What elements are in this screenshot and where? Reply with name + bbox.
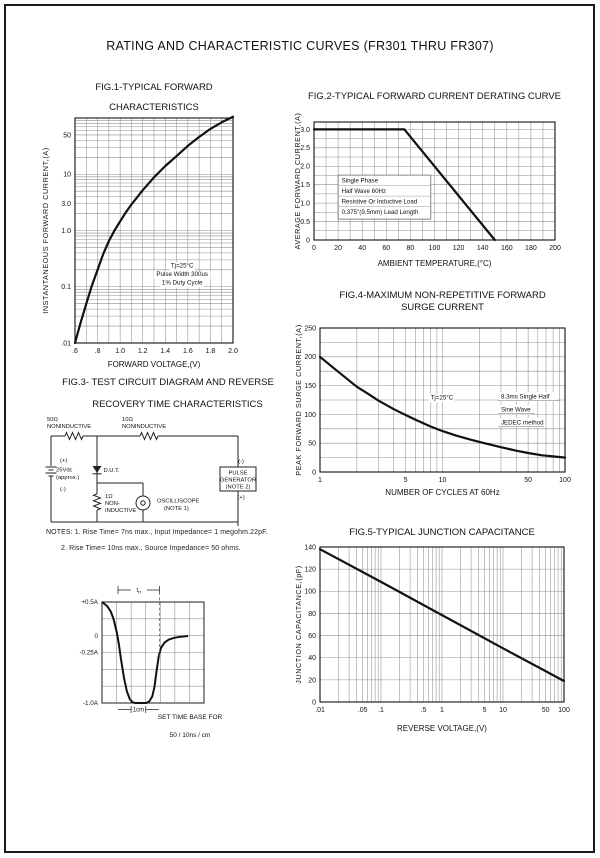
circuit-note-2: 2. Rise Time= 10ns max., Source Impedance= 50 ohms. <box>61 545 241 552</box>
svg-text:50: 50 <box>541 707 550 714</box>
page-title: RATING AND CHARACTERISTIC CURVES (FR301 THRU FR307) <box>106 39 494 53</box>
svg-text:3.0: 3.0 <box>61 201 71 209</box>
fig1-typical-forward-characteristics-chart <box>38 80 243 377</box>
svg-text:100: 100 <box>559 477 571 484</box>
fig4-svg <box>293 288 578 500</box>
svg-text:8.3ms Single Half: 8.3ms Single Half <box>500 393 550 401</box>
svg-text:10: 10 <box>499 707 507 714</box>
svg-text:.8: .8 <box>94 348 101 355</box>
svg-text:Tj=25°C: Tj=25°C <box>430 394 454 402</box>
svg-text:1.8: 1.8 <box>205 348 216 355</box>
fig5-x-axis-label: REVERSE VOLTAGE,(V) <box>397 724 487 733</box>
svg-text:120: 120 <box>452 245 465 252</box>
svg-text:0.375"(9.5mm) Lead Length: 0.375"(9.5mm) Lead Length <box>341 209 419 217</box>
cm-label: 1cm <box>132 707 145 714</box>
r3-label-line2: NON- <box>105 501 120 507</box>
fig5-title: FIG.5-TYPICAL JUNCTION CAPACITANCE <box>349 527 535 538</box>
svg-text:20: 20 <box>308 677 316 685</box>
fig4-surge-current-chart <box>293 288 578 505</box>
svg-text:20: 20 <box>334 245 342 252</box>
svg-text:1.0: 1.0 <box>115 348 126 355</box>
pulse-gen-label-line3: (NOTE 2) <box>225 484 251 491</box>
test-circuit-diagram <box>45 410 295 528</box>
battery-approx-label: (approx.) <box>56 475 80 481</box>
resistor-10ohm <box>140 433 158 440</box>
svg-text:10: 10 <box>438 477 447 484</box>
fig1-svg <box>38 80 243 372</box>
svg-text:1.0: 1.0 <box>300 200 310 208</box>
svg-text:60: 60 <box>382 245 391 252</box>
battery-minus-label: (-) <box>60 487 66 493</box>
svg-text:140: 140 <box>304 544 316 552</box>
svg-text:1.4: 1.4 <box>160 348 171 355</box>
diode-icon <box>93 466 102 473</box>
svg-text:180: 180 <box>525 245 537 252</box>
svg-text:200: 200 <box>549 245 561 252</box>
svg-text:40: 40 <box>308 655 316 663</box>
svg-text:.05: .05 <box>357 707 368 714</box>
svg-text:100: 100 <box>304 588 316 596</box>
svg-text:.01: .01 <box>61 340 71 348</box>
r1-label-type: NONINDUCTIVE <box>47 424 92 430</box>
resistor-50ohm <box>65 433 83 440</box>
timebase-caption-line2: 50 / 10ns / cm <box>169 732 211 739</box>
dut-label: D.U.T. <box>103 468 120 474</box>
svg-text:.1: .1 <box>378 707 384 714</box>
fig3-title-line1: FIG.3- TEST CIRCUIT DIAGRAM AND REVERSE <box>62 377 274 388</box>
svg-text:.01: .01 <box>315 707 325 714</box>
svg-text:120: 120 <box>304 566 316 574</box>
svg-text:250: 250 <box>304 325 316 333</box>
svg-text:JEDEC method: JEDEC method <box>500 419 544 427</box>
svg-text:0.5: 0.5 <box>300 218 310 226</box>
fig2-forward-current-derating-chart <box>293 90 578 280</box>
resistor-1ohm <box>94 494 101 510</box>
svg-text:1.0: 1.0 <box>61 227 71 235</box>
fig5-junction-capacitance-chart <box>293 523 578 743</box>
svg-text:50: 50 <box>524 477 533 484</box>
battery-voltage-label: 25Vdc <box>56 467 73 474</box>
svg-text:2.0: 2.0 <box>300 163 310 171</box>
svg-text:80: 80 <box>308 610 316 618</box>
svg-text:0: 0 <box>306 237 310 245</box>
fig1-x-axis-label: FORWARD VOLTAGE,(V) <box>107 360 201 369</box>
svg-text:1% Duty Cycle: 1% Duty Cycle <box>161 279 203 287</box>
fig1-title: CHARACTERISTICS <box>109 102 199 113</box>
svg-text:Tj=25°C: Tj=25°C <box>170 262 194 270</box>
svg-text:Sine Wave: Sine Wave <box>500 406 531 414</box>
svg-text:Single Phase: Single Phase <box>341 177 379 185</box>
scope-svg <box>50 578 240 746</box>
fig4-title: SURGE CURRENT <box>401 302 484 313</box>
svg-text:80: 80 <box>406 245 415 252</box>
trr-label: $t_{rr}$ <box>136 588 142 595</box>
fig2-svg <box>293 90 578 275</box>
svg-text:Half Wave 60Hz: Half Wave 60Hz <box>341 188 387 196</box>
pulse-plus-label: (+) <box>237 495 245 501</box>
fig1-title: FIG.1-TYPICAL FORWARD <box>95 82 213 93</box>
svg-text:5: 5 <box>482 707 487 714</box>
svg-text:150: 150 <box>304 383 316 390</box>
svg-text:50: 50 <box>63 132 71 140</box>
battery-icon <box>46 467 57 476</box>
pulse-minus-label: (-) <box>238 459 244 465</box>
circuit-note-1: NOTES: 1. Rise Time= 7ns max., Input Impedance= 1 megohm.22pF. <box>46 529 268 536</box>
svg-text:1.6: 1.6 <box>182 348 193 355</box>
svg-text:140: 140 <box>476 245 489 252</box>
timebase-caption-line1: SET TIME BASE FOR <box>157 714 223 721</box>
fig4-title: FIG.4-MAXIMUM NON-REPETITIVE FORWARD <box>339 290 546 301</box>
pulse-gen-label-line1: PULSE <box>228 470 248 477</box>
svg-text:200: 200 <box>304 354 316 362</box>
svg-text:100: 100 <box>304 411 316 419</box>
svg-text:0.1: 0.1 <box>61 284 71 292</box>
svg-text:0: 0 <box>312 699 316 707</box>
svg-text:160: 160 <box>500 245 513 252</box>
svg-text:-0.25A: -0.25A <box>79 649 98 657</box>
svg-text:0: 0 <box>312 245 316 252</box>
fig3-title-line2: RECOVERY TIME CHARACTERISTICS <box>92 399 263 410</box>
fig4-y-axis-label: PEAK FORWARD SURGE CURRENT,(A) <box>294 324 303 476</box>
fig5-y-axis-label: JUNCTION CAPACITANCE,(pF) <box>294 565 303 684</box>
svg-text:3.0: 3.0 <box>300 126 310 134</box>
oscilloscope-note-label: (NOTE 1) <box>164 506 189 512</box>
svg-text:0: 0 <box>312 469 316 477</box>
svg-text:1.5: 1.5 <box>300 182 310 190</box>
svg-text:100: 100 <box>558 707 570 714</box>
svg-text:1.2: 1.2 <box>137 348 148 355</box>
svg-text:-1.0A: -1.0A <box>82 700 98 708</box>
fig1-y-axis-label: INSTANTANEOUS FORWARD CURRENT,(A) <box>41 147 50 314</box>
svg-text:0: 0 <box>94 632 98 640</box>
r1-label-value: 50Ω <box>47 417 58 423</box>
svg-text:1: 1 <box>318 477 322 484</box>
svg-text:1: 1 <box>440 707 444 714</box>
pulse-gen-label-line2: GENERATOR <box>219 477 257 484</box>
r3-label-line3: INDUCTIVE <box>105 508 137 514</box>
svg-text:5: 5 <box>403 477 408 484</box>
svg-text:Pulse Width 300us: Pulse Width 300us <box>156 270 209 278</box>
svg-text:10: 10 <box>63 171 71 179</box>
svg-text:+0.5A: +0.5A <box>81 599 98 607</box>
battery-plus-label: (+) <box>60 458 68 464</box>
svg-text:Resistive Or Inductive Load: Resistive Or Inductive Load <box>341 198 418 206</box>
r3-label-value: 1Ω <box>105 494 113 500</box>
svg-text:.6: .6 <box>72 348 78 355</box>
fig4-x-axis-label: NUMBER OF CYCLES AT 60Hz <box>385 488 500 497</box>
reverse-recovery-waveform <box>50 578 240 751</box>
fig2-x-axis-label: AMBIENT TEMPERATURE,(°C) <box>377 259 492 268</box>
oscilloscope-icon <box>136 496 150 510</box>
svg-text:50: 50 <box>308 440 316 448</box>
fig2-title: FIG.2-TYPICAL FORWARD CURRENT DERATING CURVE <box>307 91 562 102</box>
oscilloscope-label: OSCILLISCOPE <box>157 498 200 505</box>
svg-text:.5: .5 <box>420 707 427 714</box>
svg-text:100: 100 <box>428 245 441 252</box>
svg-text:2.0: 2.0 <box>228 348 238 355</box>
svg-text:40: 40 <box>358 245 367 252</box>
svg-text:2.5: 2.5 <box>300 145 310 153</box>
fig5-svg <box>293 523 578 738</box>
svg-text:60: 60 <box>308 632 316 640</box>
fig2-y-axis-label: AVERAGE FORWARD CURRENT,(A) <box>293 112 302 250</box>
r2-label-value: 10Ω <box>122 417 133 423</box>
r2-label-type: NONINDUCTIVE <box>122 424 167 430</box>
